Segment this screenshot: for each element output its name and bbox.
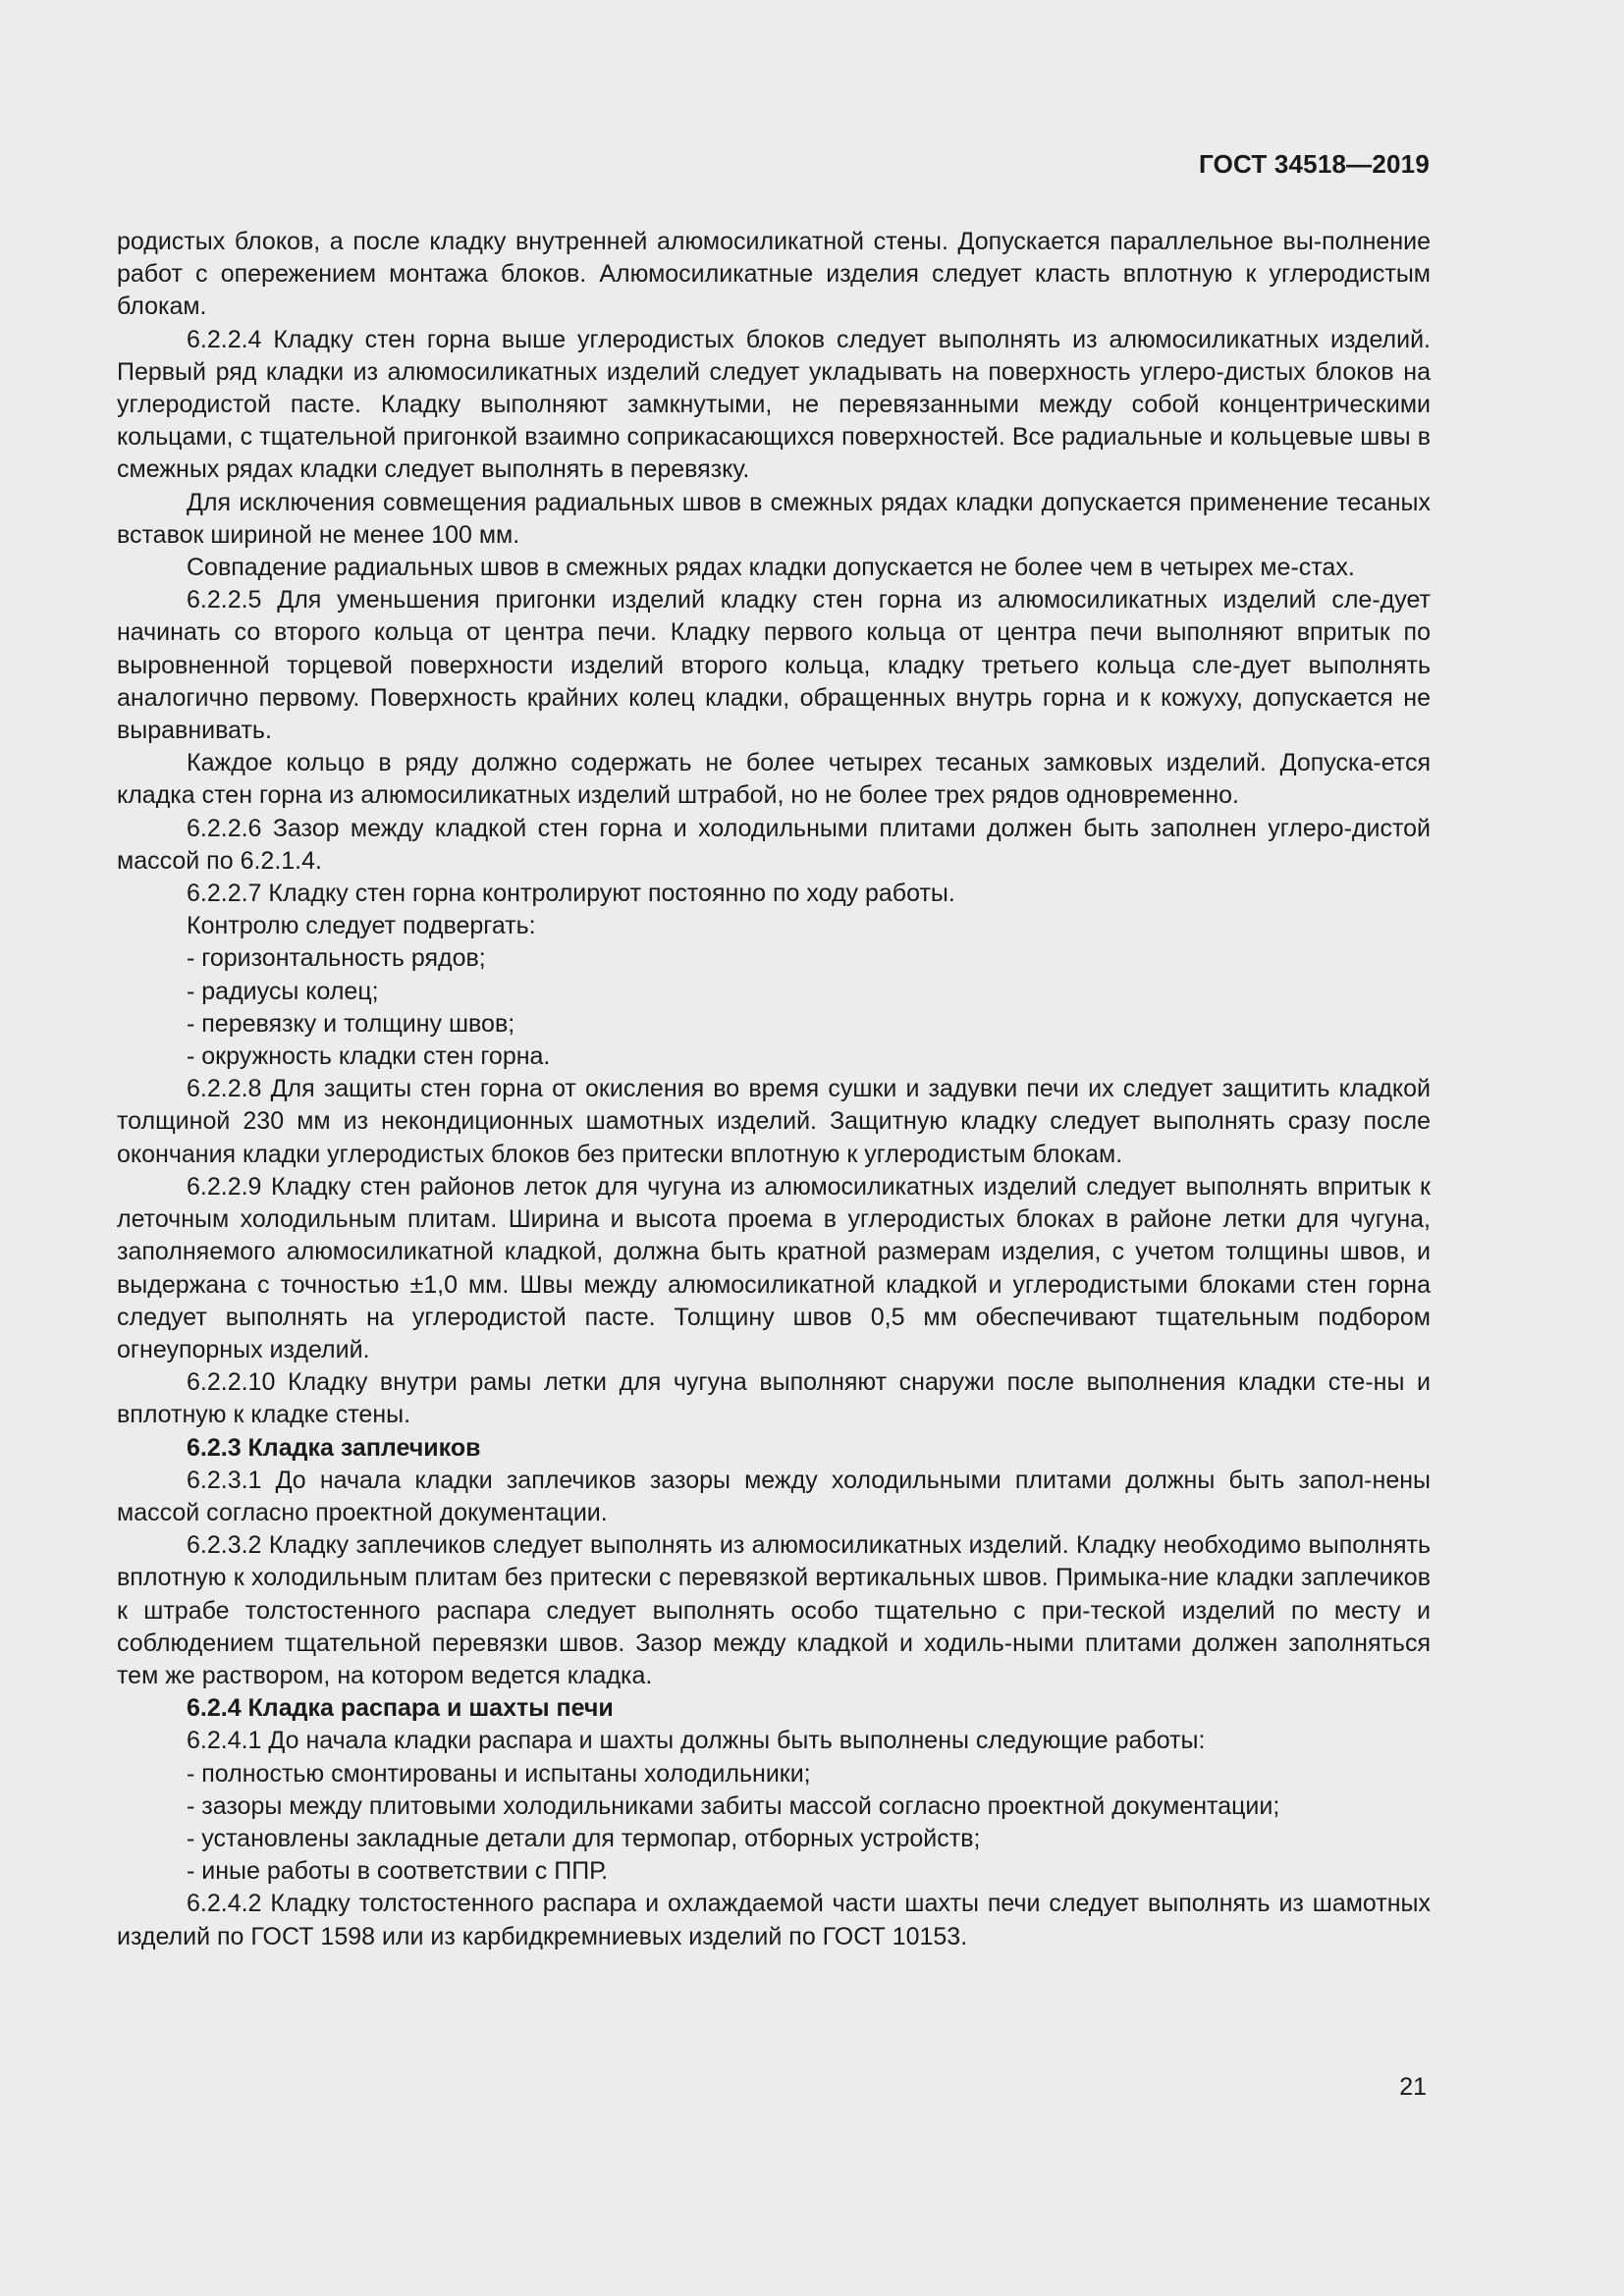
body-paragraph: родистых блоков, а после кладку внутренней алюмосиликатной стены. Допускается параллельное вы-полнение работ с опережением монтажа блоков. Алюмосиликатные изделия следует класть вплотную к углеродистым блокам. <box>117 228 1431 321</box>
body-paragraph: 6.2.4.1 До начала кладки распара и шахты должны быть выполнены следующие работы: <box>187 1727 1206 1755</box>
section-heading: 6.2.4 Кладка распара и шахты печи <box>187 1694 614 1723</box>
body-paragraph: 6.2.3.2 Кладку заплечиков следует выполнять из алюмосиликатных изделий. Кладку необходимо выполнять вплотную к холодильным плитам без притески с перевязкой вертикальных швов. Примыка-ние кладки заплечиков к штрабе толстостенного распара следует выполнять особо тщательно с при-теской изделий по месту и соблюдением тщательной перевязки швов. Зазор между кладкой и ходиль-ными плитами должен заполняться тем же раствором, на котором ведется кладка. <box>117 1531 1431 1689</box>
page-number: 21 <box>1399 2073 1427 2101</box>
list-item: - перевязку и толщину швов; <box>187 1009 515 1038</box>
list-item: - радиусы колец; <box>187 977 379 1005</box>
body-paragraph: Каждое кольцо в ряду должно содержать не более четырех тесаных замковых изделий. Допуска-ется кладка стен горна из алюмосиликатных изделий штрабой, но не более трех рядов одновременно. <box>117 749 1431 810</box>
body-paragraph: 6.2.3.1 До начала кладки заплечиков зазоры между холодильными плитами должны быть запол-нены массой согласно проектной документации. <box>117 1466 1431 1526</box>
body-paragraph: Совпадение радиальных швов в смежных рядах кладки допускается не более чем в четырех ме-стах. <box>187 554 1355 582</box>
body-paragraph: Контролю следует подвергать: <box>187 912 536 940</box>
list-item: - зазоры между плитовыми холодильниками забиты массой согласно проектной документации; <box>187 1791 1280 1820</box>
section-heading: 6.2.3 Кладка заплечиков <box>187 1433 481 1462</box>
list-item: - установлены закладные детали для термопар, отборных устройств; <box>187 1824 981 1852</box>
list-item: - окружность кладки стен горна. <box>187 1042 551 1071</box>
list-item: - полностью смонтированы и испытаны холодильники; <box>187 1759 811 1788</box>
body-paragraph: 6.2.2.7 Кладку стен горна контролируют постоянно по ходу работы. <box>187 880 955 908</box>
body-paragraph: 6.2.2.10 Кладку внутри рамы летки для чугуна выполняют снаружи после выполнения кладки сте-ны и вплотную к кладке стены. <box>117 1368 1431 1429</box>
body-paragraph: 6.2.2.9 Кладку стен районов леток для чугуна из алюмосиликатных изделий следует выполнять впритык к леточным холодильным плитам. Ширина и высота проема в углеродистых блоках в районе летки для чугуна, заполняемого алюмосиликатной кладкой, должна быть кратной размерам изделия, с учетом толщины швов, и выдержана с точностью ±1,0 мм. Швы между алюмосиликатной кладкой и углеродистыми блоками стен горна следует выполнять на углеродистой пасте. Толщину швов 0,5 мм обеспечивают тщательным подбором огнеупорных изделий. <box>117 1172 1431 1363</box>
document-code-header: ГОСТ 34518—2019 <box>1199 149 1430 179</box>
body-paragraph: 6.2.2.6 Зазор между кладкой стен горна и холодильными плитами должен быть заполнен углеро-дистой массой по 6.2.1.4. <box>117 814 1431 875</box>
list-item: - горизонтальность рядов; <box>187 944 486 973</box>
body-paragraph: 6.2.2.8 Для защиты стен горна от окисления во время сушки и задувки печи их следует защитить кладкой толщиной 230 мм из некондиционных шамотных изделий. Защитную кладку следует выполнять сразу после окончания кладки углеродистых блоков без притески вплотную к углеродистым блокам. <box>117 1075 1431 1168</box>
list-item: - иные работы в соответствии с ППР. <box>187 1857 609 1886</box>
body-paragraph: 6.2.2.5 Для уменьшения пригонки изделий кладку стен горна из алюмосиликатных изделий сле-дует начинать со второго кольца от центра печи. Кладку первого кольца от центра печи выполняют впритык по выровненной торцевой поверхности изделий второго кольца, кладку третьего кольца сле-дует выполнять аналогично первому. Поверхность крайних колец кладки, обращенных внутрь горна и к кожуху, допускается не выравнивать. <box>117 586 1431 745</box>
body-paragraph: 6.2.2.4 Кладку стен горна выше углеродистых блоков следует выполнять из алюмосиликатных изделий. Первый ряд кладки из алюмосиликатных изделий следует укладывать на поверхность углеро-дистых блоков на углеродистой пасте. Кладку выполняют замкнутыми, не перевязанными между собой концентрическими кольцами, с тщательной пригонкой взаимно соприкасающихся поверхностей. Все радиальные и кольцевые швы в смежных рядах кладки следует выполнять в перевязку. <box>117 325 1431 484</box>
body-paragraph: Для исключения совмещения радиальных швов в смежных рядах кладки допускается применение тесаных вставок шириной не менее 100 мм. <box>117 488 1431 549</box>
body-paragraph: 6.2.4.2 Кладку толстостенного распара и охлаждаемой части шахты печи следует выполнять из шамотных изделий по ГОСТ 1598 или из карбидкремниевых изделий по ГОСТ 10153. <box>117 1890 1431 1950</box>
document-body <box>117 226 1431 1953</box>
